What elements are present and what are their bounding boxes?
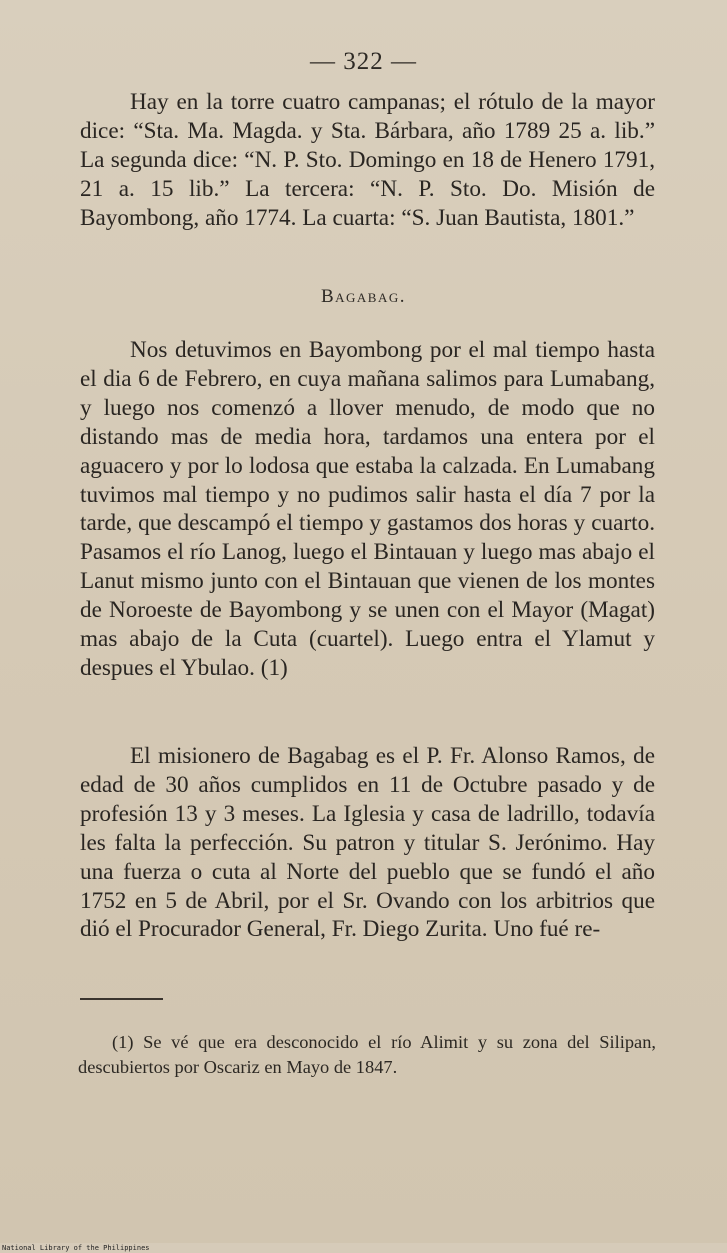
section-heading-bagabag: Bagabag. xyxy=(320,286,407,307)
footnote: (1) Se vé que era desconocido el río Alimit y su zona del Silipan, descubiertos por Oscariz en Mayo de 1847. xyxy=(78,1032,656,1077)
footnote-divider xyxy=(80,998,163,1000)
paragraph-journey: Nos detuvimos en Bayombong por el mal tiempo hasta el dia 6 de Febrero, en cuya mañana salimos para Lumabang, y luego nos comenzó a llover menudo, de modo que no distando mas de media hora, tardamos una entera por el aguacero y por lo lodosa que estaba la calzada. En Lumabang tuvimos mal tiempo y no pudimos salir hasta el día 7 por la tarde, que descampó el tiempo y gastamos dos horas y cuarto. Pasamos el río Lanog, luego el Bintauan y luego mas abajo el Lanut mismo junto con el Bintauan que vienen de los montes de Noroeste de Bayombong y se unen con el Mayor (Magat) mas abajo de la Cuta (cuartel). Luego entra el Ylamut y despues el Ybulao. (1) xyxy=(80,337,655,681)
paragraph-bells: Hay en la torre cuatro campanas; el rótulo de la mayor dice: “Sta. Ma. Magda. y Sta. Bárbara, año 1789 25 a. lib.” La segunda dice: “N. P. Sto. Domingo en 18 de Henero 1791, 21 a. 15 lib.” La tercera: “N. P. Sto. Do. Misión de Bayombong, año 1774. La cuarta: “S. Juan Bautista, 1801.” xyxy=(80,89,655,231)
paragraph-missionary: El misionero de Bagabag es el P. Fr. Alonso Ramos, de edad de 30 años cumplidos en 11 de Octubre pasado y de profesión 13 y 3 meses. La Iglesia y casa de ladrillo, todavía les falta la perfección. Su patron y titular S. Jerónimo. Hay una fuerza o cuta al Norte del pueblo que se fundó el año 1752 en 5 de Abril, por el Sr. Ovando con los arbitrios que dió el Procurador General, Fr. Diego Zurita. Uno fué re- xyxy=(80,743,655,943)
library-stamp: National Library of the Philippines xyxy=(2,1244,150,1252)
page-number: — 322 — xyxy=(310,48,417,75)
